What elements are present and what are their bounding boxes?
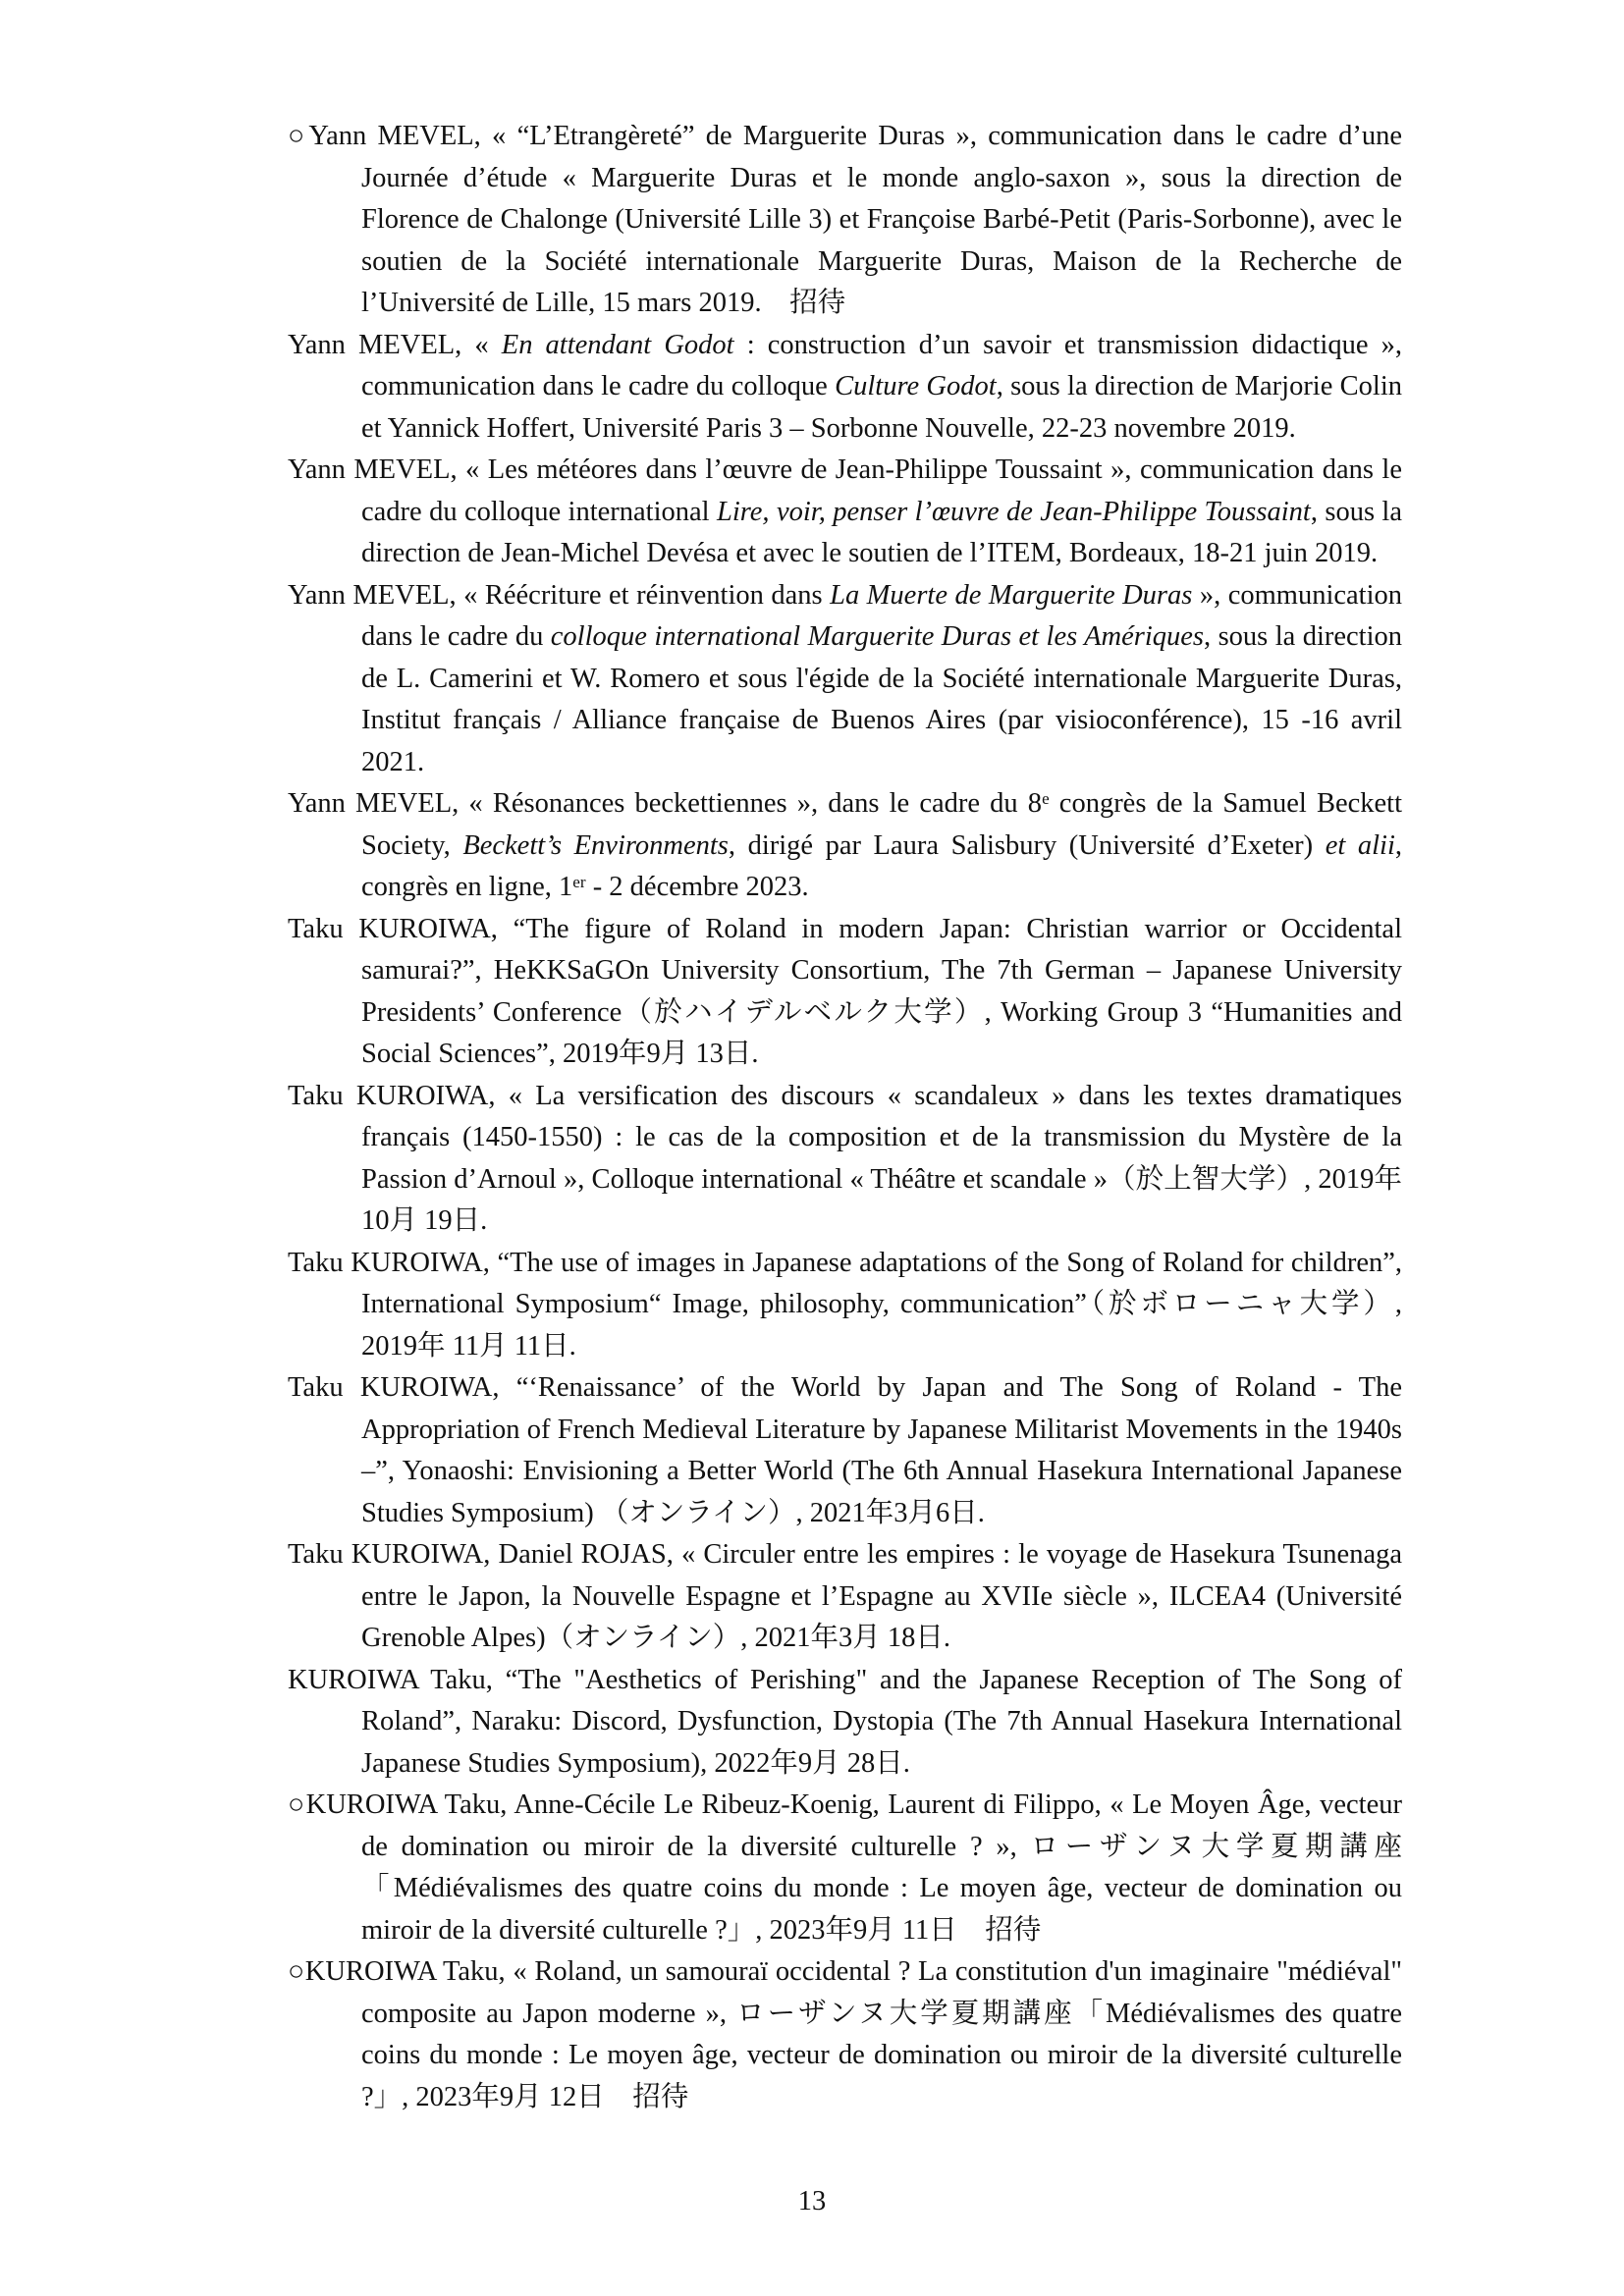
- entry-text: , dirigé par Laura Salisbury (Université d’Exeter): [728, 829, 1326, 861]
- italic-title: colloque international Marguerite Duras et les Amériques: [550, 621, 1204, 652]
- italic-title: La Muerte de Marguerite Duras: [830, 579, 1193, 611]
- entry-text: , sous la direction de Jean-Michel Devésa et avec le soutien de l’ITEM, Bordeaux, 18-21 juin 2019.: [361, 496, 1403, 568]
- entry-text: congrès de la Samuel Beckett Society,: [361, 788, 1402, 861]
- entry-text: , sous la direction de Marjorie Colin et Yannick Hoffert, Université Paris 3 – Sorbonne Nouvelle, 22-23 novembre 2019.: [361, 371, 1402, 444]
- entry-text: : construction d’un savoir et transmission didactique », communication dans le cadre du colloque: [361, 329, 1402, 401]
- bibliography-entry: [288, 783, 1402, 909]
- italic-title: Lire, voir, penser l’œuvre de Jean-Philippe Toussaint: [716, 496, 1311, 527]
- superscript-text: er: [572, 873, 586, 892]
- entry-text: Yann MEVEL, « Résonances beckettiennes », dans le cadre du 8: [288, 788, 1043, 819]
- bibliography-entry: [288, 909, 1402, 1076]
- entry-text: - 2 décembre 2023.: [585, 872, 809, 902]
- entry-text: Taku KUROIWA, “‘Renaissance’ of the World by Japan and The Song of Roland - The Appropriation of French Medieval Literature by Japanese Militarist Movements in the 1940s –”, Yonaoshi: Envisioning a Better World (The 6th Annual Hasekura International Japanese Studies Symposium) （オンライン）, 2021年3月6日.: [288, 1372, 1402, 1528]
- bibliography-entry: [288, 1534, 1402, 1660]
- bibliography-entry: [288, 1243, 1402, 1368]
- entry-text: ○Yann MEVEL, « “L’Etrangèreté” de Marguerite Duras », communication dans le cadre d’une Journée d’étude « Marguerite Duras et le monde anglo-saxon », sous la direction de Florence de Chalonge (Université Lille 3) et Françoise Barbé-Petit (Paris-Sorbonne), avec le soutien de la Société internationale Marguerite Duras, Maison de la Recherche de l’Université de Lille, 15 mars 2019. 招待: [288, 121, 1402, 318]
- bibliography-list: [288, 116, 1402, 2118]
- entry-text: Yann MEVEL, «: [288, 329, 502, 360]
- italic-title: En attendant Godot: [501, 329, 734, 360]
- italic-title: Beckett’s Environments: [462, 829, 729, 861]
- entry-text: , congrès en ligne, 1: [361, 829, 1402, 902]
- entry-text: ○KUROIWA Taku, Anne-Cécile Le Ribeuz-Koenig, Laurent di Filippo, « Le Moyen Âge, vecteur de domination ou miroir de la diversité culturelle ? », ローザンヌ大学夏期講座「Médiévalismes des quatre coins du monde : Le moyen âge, vecteur de domination ou miroir de la diversité culturelle ?」, 2023年9月 11日 招待: [288, 1789, 1402, 1946]
- entry-text: ○KUROIWA Taku, « Roland, un samouraï occidental ? La constitution d'un imaginaire "médiéval" composite au Japon moderne », ローザンヌ大学夏期講座「Médiévalismes des quatre coins du monde : Le moyen âge, vecteur de domination ou miroir de la diversité culturelle ?」, 2023年9月 12日 招待: [288, 1956, 1402, 2112]
- entry-text: Taku KUROIWA, “The figure of Roland in modern Japan: Christian warrior or Occidental samurai?”, HeKKSaGOn University Consortium, The 7th German – Japanese University Presidents’ Conference（於ハイデルベルク大学）, Working Group 3 “Humanities and Social Sciences”, 2019年9月 13日.: [288, 913, 1402, 1069]
- bibliography-entry: [288, 1951, 1402, 2118]
- bibliography-entry: [288, 1076, 1402, 1243]
- entry-text: », communication dans le cadre du: [361, 579, 1402, 652]
- bibliography-entry: [288, 575, 1402, 784]
- bibliography-entry: [288, 1660, 1402, 1786]
- entry-text: Yann MEVEL, « Les météores dans l’œuvre de Jean-Philippe Toussaint », communication dans le cadre du colloque international: [288, 454, 1402, 527]
- bibliography-entry: [288, 1785, 1402, 1951]
- italic-title: et alii: [1325, 829, 1395, 861]
- superscript-text: e: [1042, 789, 1050, 809]
- entry-text: KUROIWA Taku, “The "Aesthetics of Perishing" and the Japanese Reception of The Song of Roland”, Naraku: Discord, Dysfunction, Dystopia (The 7th Annual Hasekura International Japanese Studies Symposium), 2022年9月 28日.: [288, 1664, 1402, 1779]
- entry-text: Taku KUROIWA, “The use of images in Japanese adaptations of the Song of Roland for children”, International Symposium“ Image, philosophy, communication”（於ボローニャ大学）, 2019年 11月 11日.: [288, 1247, 1402, 1362]
- page-number: 13: [797, 2186, 827, 2216]
- bibliography-entry: [288, 450, 1402, 575]
- bibliography-entry: [288, 116, 1402, 325]
- entry-text: , sous la direction de L. Camerini et W. Romero et sous l'égide de la Société internationale Marguerite Duras, Institut français / Alliance française de Buenos Aires (par visioconférence), 15 -16 avril 2021.: [361, 621, 1402, 777]
- entry-text: Yann MEVEL, « Réécriture et réinvention dans: [288, 579, 831, 611]
- bibliography-entry: [288, 1367, 1402, 1534]
- entry-text: Taku KUROIWA, « La versification des discours « scandaleux » dans les textes dramatiques français (1450-1550) : le cas de la composition et de la transmission du Mystère de la Passion d’Arnoul », Colloque international « Théâtre et scandale »（於上智大学）, 2019年 10月 19日.: [288, 1080, 1402, 1236]
- entry-text: Taku KUROIWA, Daniel ROJAS, « Circuler entre les empires : le voyage de Hasekura Tsunenaga entre le Japon, la Nouvelle Espagne et l’Espagne au XVIIe siècle », ILCEA4 (Université Grenoble Alpes)（オンライン）, 2021年3月 18日.: [288, 1539, 1402, 1653]
- bibliography-entry: [288, 325, 1402, 451]
- italic-title: Culture Godot: [835, 371, 997, 401]
